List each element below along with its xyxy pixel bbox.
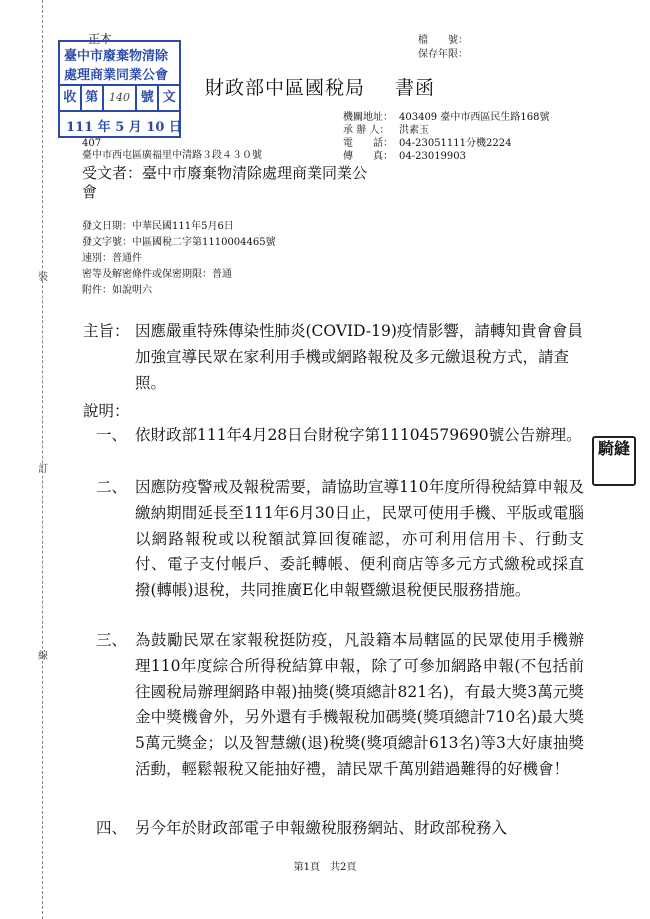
stamp-number: 140 [104, 86, 138, 110]
page-footer: 第1頁 共2頁 [293, 862, 357, 873]
explanation-item [96, 628, 584, 783]
document-title [205, 73, 435, 100]
item-number: 三、 [96, 631, 128, 649]
receiver-name: 臺中市廢棄物清除處理商業同業公會 [82, 164, 368, 201]
issuing-agency: 財政部中區國稅局 [205, 77, 366, 99]
subject-section [83, 318, 583, 396]
address-label: 機關地址： [343, 112, 393, 123]
item-number: 四、 [96, 819, 128, 837]
subject-label: 主旨： [83, 322, 130, 340]
contact-person: 洪素玉 [399, 125, 429, 136]
attachment: 附件：如說明六 [82, 285, 152, 296]
stamp-org-line1: 臺中市廢棄物清除 [64, 49, 169, 64]
stamp-label-receive: 收 [60, 86, 82, 110]
security-level: 密等及解密條件或保密期限：普通 [82, 269, 232, 280]
binding-mark: 線 [38, 651, 48, 662]
received-stamp [58, 40, 181, 138]
document-number: 發文字號：中區國稅二字第1110004465號 [82, 237, 276, 248]
document-meta [82, 219, 276, 299]
stamp-org-line2: 處理商業同業公會 [64, 68, 169, 83]
document-type: 書函 [395, 77, 436, 99]
explanation-item [96, 816, 584, 842]
receiver-zip: 407 [82, 138, 102, 149]
stamp-label-no: 第 [82, 86, 104, 110]
item-text: 因應防疫警戒及報稅需要，請協助宣導110年度所得稅結算申報及繳納期間延長至111年6月30日止，民眾可使用手機、平版或電腦以網路報稅或以稅額試算回復確認，亦可利用信用卡、行動支付、電子支付帳戶、委託轉帳、便利商店等多元方式繳稅或採直撥(轉帳)退稅，共同推廣E化申報暨繳退稅便民服務措施。 [135, 478, 584, 600]
item-number: 二、 [96, 478, 128, 496]
stamp-label-wen: 文 [162, 90, 176, 105]
binding-mark: 訂 [38, 464, 48, 475]
phone-number: 04-23051111分機2224 [399, 138, 512, 149]
item-text: 為鼓勵民眾在家報稅挺防疫，凡設籍本局轄區的民眾使用手機辦理110年度綜合所得稅結算申報，除了可參加網路申報(不包括前往國稅局辦理網路申報)抽獎(獎項總計821名)，有最大獎3萬元獎金中獎機會外，另外還有手機報稅加碼獎(獎項總計710名)最大獎5萬元獎金；以及智慧繳(退)稅獎(獎項總計613名)等3大好康抽獎活動，輕鬆報稅又能抽好禮，請民眾千萬別錯過難得的好機會！ [135, 631, 584, 778]
subject-text: 因應嚴重特殊傳染性肺炎(COVID-19)疫情影響，請轉知貴會會員加強宣導民眾在家利用手機或網路報稅及多元繳退稅方式，請查照。 [135, 322, 583, 392]
fax-number: 04-23019903 [399, 151, 467, 162]
side-seal: 騎縫 [592, 436, 636, 486]
file-meta [418, 34, 468, 62]
item-text: 另今年於財政部電子申報繳稅服務網站、財政部稅務入 [135, 819, 508, 837]
agency-contact-info [343, 111, 549, 163]
stamp-number-row [60, 84, 179, 112]
fax-label: 傳 真： [343, 151, 393, 162]
receiver-address: 臺中市西屯區廣福里中清路３段４３０號 [82, 150, 262, 161]
file-number-label: 檔 號： [418, 35, 468, 46]
explanation-item [96, 475, 584, 604]
explanation-item [96, 423, 584, 449]
binding-mark: 裝 [38, 272, 48, 283]
item-text: 依財政部111年4月28日台財稅字第11104579690號公告辦理。 [135, 426, 582, 444]
delivery-speed: 速別：普通件 [82, 253, 142, 264]
stamp-label-hao: 號 [137, 86, 159, 110]
issue-date: 發文日期：中華民國111年5月6日 [82, 221, 234, 232]
retention-label: 保存年限： [418, 49, 468, 60]
phone-label: 電 話： [343, 138, 393, 149]
receiver-label: 受文者： [82, 164, 143, 182]
stamp-date: 111 年 5 月 10 日 [66, 120, 182, 135]
agency-address: 403409 臺中市西區民生路168號 [399, 112, 550, 123]
item-number: 一、 [96, 426, 128, 444]
explanation-label: 說明： [83, 402, 130, 420]
copy-type-label: 正本 [88, 32, 113, 46]
contact-label: 承 辦 人： [343, 125, 390, 136]
receiver [82, 164, 372, 202]
